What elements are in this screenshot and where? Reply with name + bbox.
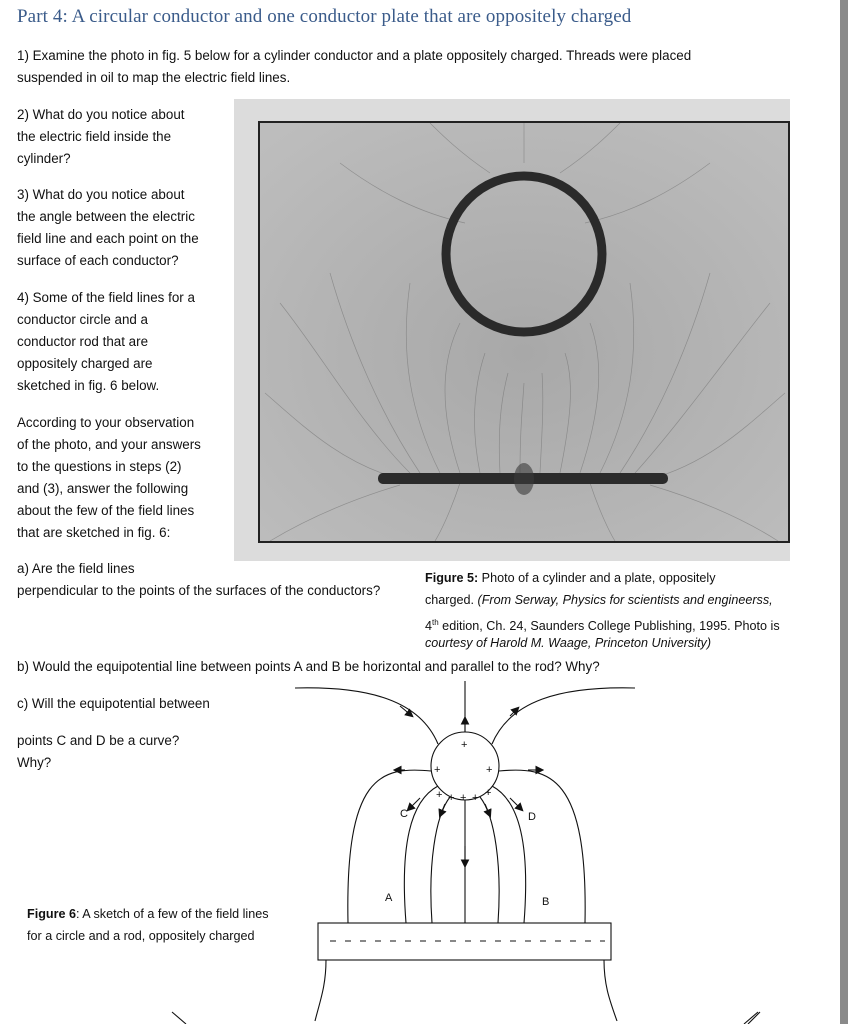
field-line-top-right [492, 688, 635, 744]
question-4-line: sketched in fig. 6 below. [17, 378, 160, 393]
plus-sign: + [461, 739, 468, 751]
question-c-line: Why? [17, 755, 52, 770]
point-label-d: D [528, 811, 536, 823]
figure-6-caption-line-2: for a circle and a rod, oppositely charged [27, 929, 255, 943]
window-scrollbar[interactable] [840, 0, 848, 1024]
question-3-line: 3) What do you notice about [17, 187, 185, 202]
plus-sign: + [460, 792, 467, 804]
figure-6-sketch [260, 676, 800, 1024]
question-4-line: conductor rod that are [17, 334, 149, 349]
point-label-c: C [400, 808, 408, 820]
question-c-line: points C and D be a curve? [17, 733, 180, 748]
photo-frame [258, 121, 790, 543]
figure-5-caption-line-4: courtesy of Harold M. Waage, Princeton University) [425, 636, 712, 650]
question-4-intro-line: that are sketched in fig. 6: [17, 525, 171, 540]
figure-5-label: Figure 5: [425, 571, 479, 585]
question-4-intro-line: to the questions in steps (2) [17, 459, 182, 474]
question-b: b) Would the equipotential line between points A and B be horizontal and parallel to the rod? Why? [17, 659, 600, 674]
question-2-line: cylinder? [17, 151, 71, 166]
question-a-line: perpendicular to the points of the surfaces of the conductors? [17, 583, 381, 598]
plus-sign: + [434, 764, 441, 776]
question-4-intro-line: about the few of the field lines [17, 503, 195, 518]
question-2-line: 2) What do you notice about [17, 107, 185, 122]
field-line-stub [744, 1012, 758, 1024]
point-label-a: A [385, 892, 393, 904]
plus-sign: + [486, 764, 493, 776]
caption-citation: (From Serway, [477, 593, 563, 607]
bottom-field-stubs [0, 1000, 848, 1024]
caption-text: : A sketch of a few of the field lines [76, 907, 269, 921]
question-a-line: a) Are the field lines [17, 561, 135, 576]
question-1-line-1: 1) Examine the photo in fig. 5 below for a cylinder conductor and a plate oppositely charged. Threads were placed [17, 48, 692, 63]
figure-6-label: Figure 6 [27, 907, 76, 921]
question-c-line: c) Will the equipotential between [17, 696, 210, 711]
plus-sign: + [436, 789, 443, 801]
field-line-stub [172, 1012, 186, 1024]
page-title: Part 4: A circular conductor and one conductor plate that are oppositely charged [17, 6, 632, 27]
edition-suffix: th [432, 618, 439, 627]
question-4-line: oppositely charged are [17, 356, 153, 371]
caption-text: edition, Ch. 24, Saunders College Publishing, 1995. Photo is [438, 619, 780, 634]
plus-sign: + [472, 792, 479, 804]
caption-book-title: Physics for scientists and engineerss, [562, 593, 773, 607]
question-3-line: the angle between the electric [17, 209, 195, 224]
field-line-arrow [408, 798, 420, 810]
question-1-line-2: suspended in oil to map the electric field lines. [17, 70, 291, 85]
figure-6-caption-line-1 [27, 904, 269, 925]
question-4-intro-line: and (3), answer the following [17, 481, 189, 496]
question-4-line: conductor circle and a [17, 312, 149, 327]
field-lines-photo [260, 123, 788, 541]
figure-5-photo [234, 99, 790, 561]
question-4-line: 4) Some of the field lines for a [17, 290, 195, 305]
plus-sign: + [485, 787, 492, 799]
field-line-arrow [440, 804, 445, 816]
field-line-arrow [510, 798, 522, 810]
plus-sign: + [448, 792, 455, 804]
edition-number: 4 [425, 619, 433, 634]
question-3-line: field line and each point on the [17, 231, 199, 246]
figure-5-caption-line-2 [425, 590, 773, 611]
question-3-line: surface of each conductor? [17, 253, 179, 268]
question-4-intro-line: According to your observation [17, 415, 195, 430]
question-2-line: the electric field inside the [17, 129, 172, 144]
figure-5-caption-line-1 [425, 568, 716, 589]
question-4-intro-line: of the photo, and your answers [17, 437, 201, 452]
point-label-b: B [542, 896, 550, 908]
field-line-top-left [295, 688, 438, 744]
caption-text: charged. [425, 593, 478, 607]
field-line-arrow [485, 804, 490, 816]
caption-text: Photo of a cylinder and a plate, oppositely [478, 571, 716, 585]
